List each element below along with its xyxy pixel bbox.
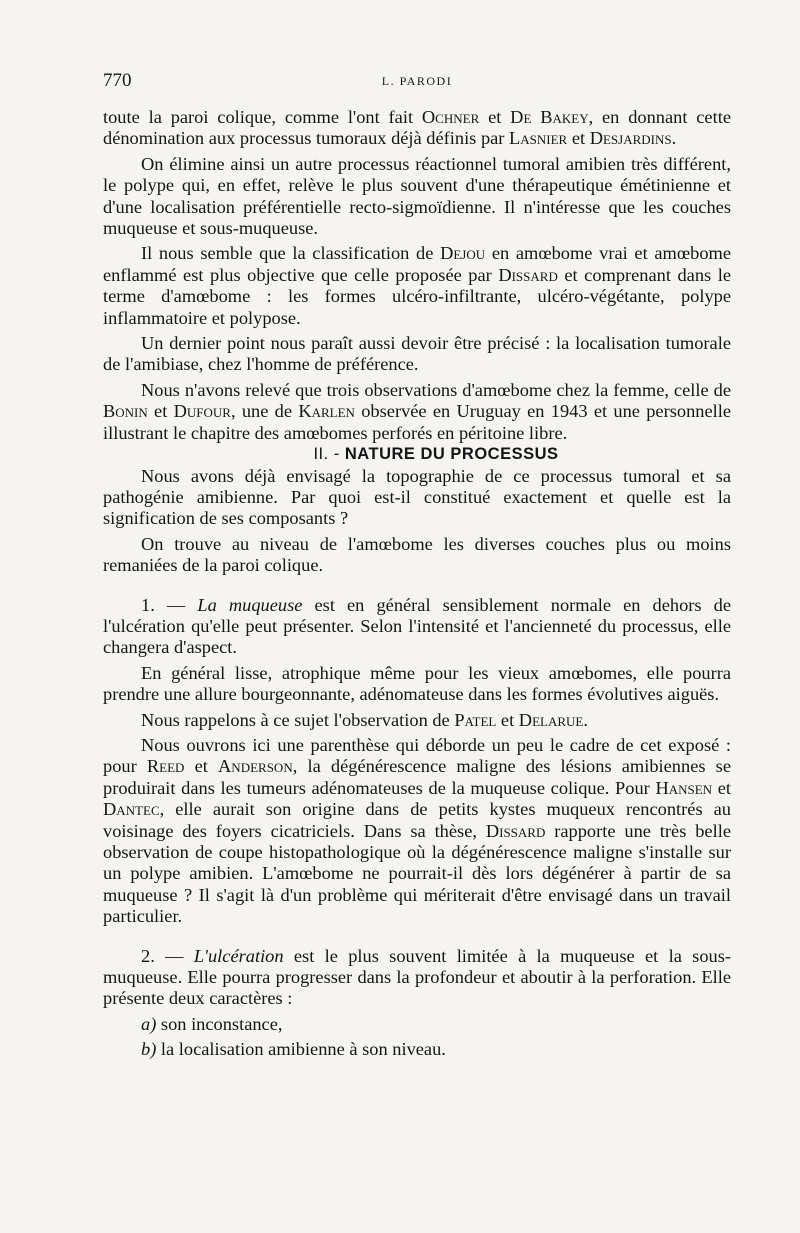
paragraph-11: Nous ouvrons ici une parenthèse qui déborde un peu le cadre de cet exposé : pour Reed et Anderson, la dégénérescence maligne des lésions amibiennes se produirait dans les tumeurs adénomateuses de la muqueuse colique. Pour Hansen et Dantec, elle aurait son origine dans de petits kystes muqueux rencontrés au voisinage des foyers cicatriciels. Dans sa thèse, Dissard rapporte une très belle observation de coupe histopathologique où la dégénérescence maligne s'installe sur un polype amibien. L'amœbome ne pourrait-il dès lors dégénérer à partir de sa muqueuse ? Il s'agit là d'un problème qui mériterait d'être envisagé dans un travail particulier. [103, 734, 731, 927]
author-name: Anderson [218, 756, 293, 777]
author-name: Ochner [421, 107, 480, 127]
author-name: Reed [146, 756, 185, 777]
paragraph-12: 2. — L'ulcération est le plus souvent limitée à la muqueuse et la sous-muqueuse. Elle pourra progresser dans la profondeur et aboutir à la perforation. Elle présente deux caractères : [103, 945, 731, 1009]
section-title: NATURE DU PROCESSUS [344, 445, 559, 464]
paragraph-1: toute la paroi colique, comme l'ont fait Ochner et De Bakey, en donnant cette dénomination aux processus tumoraux déjà définis par Lasnier et Desjardins. [103, 107, 731, 149]
paragraph-4: Un dernier point nous paraît aussi devoir être précisé : la localisation tumorale de l'amibiase, chez l'homme de préférence. [103, 333, 731, 375]
page-header [103, 70, 731, 94]
paragraph-2: On élimine ainsi un autre processus réactionnel tumoral amibien très différent, le polype qui, en effet, relève le plus souvent d'une thérapeutique émétinienne et d'une localisation préférentielle recto-sigmoïdienne. Il n'intéresse que les couches muqueuse et sous-muqueuse. [103, 153, 731, 239]
author-name: Karlen [298, 401, 355, 422]
paragraph-10: Nous rappelons à ce sujet l'observation de Patel et Delarue. [141, 709, 588, 730]
body-text [103, 107, 731, 1061]
author-name: Patel [454, 709, 497, 730]
author-name: Dissard [485, 820, 546, 841]
author-name: Hansen [655, 777, 713, 798]
author-name: Desjardins [589, 128, 672, 149]
author-name: Dejou [440, 243, 486, 264]
running-head: L. PARODI [381, 74, 453, 88]
author-name: Delarue [518, 709, 584, 730]
page-number: 770 [103, 70, 132, 91]
paragraph-9: En général lisse, atrophique même pour les vieux amœbomes, elle pourra prendre une allure bourgeonnante, adénomateuse dans les formes évolutives aiguës. [103, 662, 731, 705]
author-name: Dantec [103, 799, 160, 820]
paragraph-8: 1. — La muqueuse est en général sensiblement normale en dehors de l'ulcération qu'elle peut présenter. Selon l'intensité et l'ancienneté du processus, elle changera d'aspect. [103, 594, 731, 658]
section-heading: II. - NATURE DU PROCESSUS [313, 445, 559, 464]
section-number: II. [313, 445, 329, 464]
list-marker: a) [141, 1013, 157, 1034]
paragraph-5: Nous n'avons relevé que trois observations d'amœbome chez la femme, celle de Bonin et Dufour, une de Karlen observée en Uruguay en 1943 et une personnelle illustrant le chapitre des amœbomes perforés en péritoine libre. [103, 379, 732, 443]
author-name: Dissard [498, 264, 558, 285]
paragraph-3: Il nous semble que la classification de Dejou en amœbome vrai et amœbome enflammé est plus objective que celle proposée par Dissard et comprenant dans le terme d'amœbome : les formes ulcéro-infiltrante, ulcéro-végétante, polype inflammatoire et polypose. [103, 243, 731, 328]
term-muqueuse: La muqueuse [197, 594, 303, 615]
list-marker: b) [141, 1039, 157, 1060]
term-ulceration: L'ulcération [193, 945, 284, 966]
author-name: Lasnier [509, 128, 568, 149]
paragraph-7: On trouve au niveau de l'amœbome les diverses couches plus ou moins remaniées de la paroi colique. [103, 533, 731, 576]
author-name: De Bakey [510, 107, 589, 127]
paragraph-6: Nous avons déjà envisagé la topographie de ce processus tumoral et sa pathogénie amibienne. Par quoi est-il constitué exactement et quelle est la signification de ses composants ? [103, 465, 731, 529]
author-name: Bonin [103, 401, 148, 422]
author-name: Dufour [173, 401, 231, 422]
list-item: a) son inconstance, [141, 1013, 283, 1034]
list-item: b) la localisation amibienne à son niveau. [141, 1039, 446, 1060]
